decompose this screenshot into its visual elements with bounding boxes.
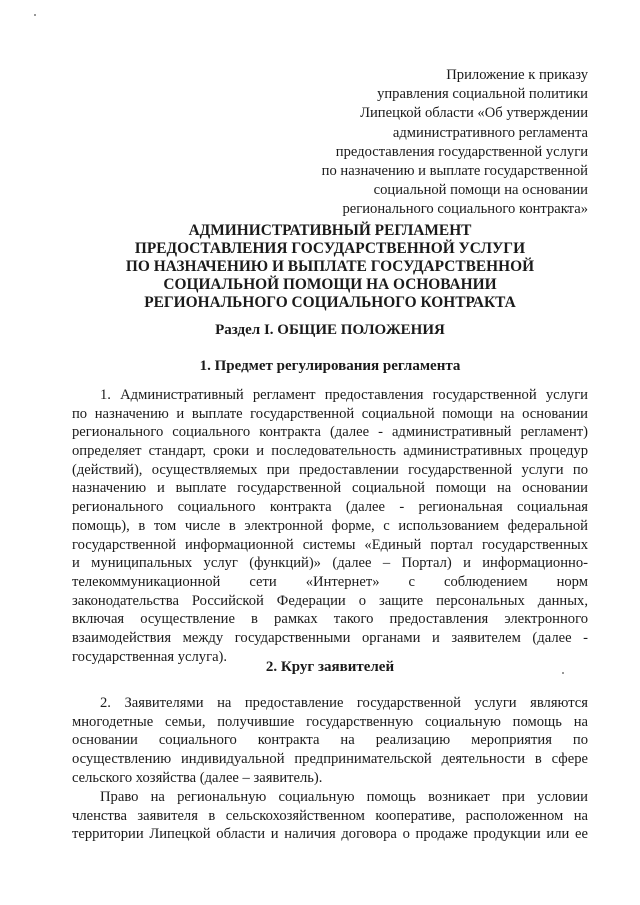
- paragraph-line: (действий), осуществляемых при предоставлении государственной услуги по: [72, 461, 588, 478]
- paragraph-line: регионального социального контракта (далее - административный регламент): [72, 424, 588, 441]
- paragraph-line: и муниципальных услуг (функций)» (далее – Портал) и информационно-: [72, 555, 588, 572]
- paragraph-line: включая осуществление в рамках такого предоставления электронного: [72, 611, 588, 628]
- subsection-2-heading: 2. Круг заявителей: [265, 659, 395, 675]
- appendix-line: социальной помощи на основании: [373, 182, 588, 199]
- paragraph-1: [72, 386, 588, 666]
- paragraph-line: сельского хозяйства (далее – заявитель).: [72, 769, 323, 786]
- paragraph-line: 1. Административный регламент предоставления государственной услуги: [100, 387, 588, 403]
- title-line: СОЦИАЛЬНОЙ ПОМОЩИ НА ОСНОВАНИИ: [163, 276, 497, 293]
- paragraph-line: государственной информационной системы «Единый портал государственных: [72, 536, 588, 553]
- paragraph-2: [72, 694, 588, 787]
- paragraph-line: законодательства Российской Федерации о защите персональных данных,: [72, 592, 588, 609]
- paragraph-line: членства заявителя в сельскохозяйственном кооперативе, расположенном на: [72, 807, 588, 824]
- title-line: АДМИНИСТРАТИВНЫЙ РЕГЛАМЕНТ: [188, 222, 472, 239]
- appendix-line: Приложение к приказу: [446, 67, 588, 83]
- paragraph-line: назначению и выплате государственной социальной помощи на основании: [72, 480, 588, 497]
- paragraph-line: определяет стандарт, сроки и последовательность административных процедур: [72, 443, 588, 460]
- appendix-line: административного регламента: [392, 124, 588, 141]
- paragraph-line: 2. Заявителями на предоставление государственной услуги являются: [100, 695, 588, 711]
- appendix-line: предоставления государственной услуги: [335, 143, 588, 160]
- section-heading: Раздел I. ОБЩИЕ ПОЛОЖЕНИЯ: [215, 322, 445, 338]
- title-line: РЕГИОНАЛЬНОГО СОЦИАЛЬНОГО КОНТРАКТА: [144, 294, 516, 311]
- paragraph-line: многодетные семьи, получившие государственную социальную помощь на: [72, 713, 588, 730]
- paragraph-line: государственная услуга).: [72, 648, 228, 665]
- paragraph-line: помощь), в том числе в электронной форме, с использованием федеральной: [72, 517, 588, 534]
- appendix-line: Липецкой области «Об утверждении: [360, 105, 588, 122]
- paragraph-line: Право на региональную социальную помощь возникает при условии: [100, 789, 588, 805]
- scan-speck: [34, 14, 36, 16]
- subsection-1-heading: 1. Предмет регулирования регламента: [199, 358, 461, 374]
- paragraph-line: регионального социального контракта (далее - региональная социальная: [72, 499, 588, 516]
- paragraph-line: основании социального контракта на реализацию мероприятия по: [72, 732, 588, 749]
- title-line: ПРЕДОСТАВЛЕНИЯ ГОСУДАРСТВЕННОЙ УСЛУГИ: [134, 240, 526, 257]
- paragraph-line: взаимодействия между государственными органами и заявителем (далее -: [72, 629, 588, 646]
- paragraph-line: телекоммуникационной сети «Интернет» с соблюдением норм: [72, 573, 588, 590]
- document-title: [60, 222, 600, 312]
- appendix-line: регионального социального контракта»: [342, 201, 588, 218]
- appendix-note: [288, 66, 588, 220]
- paragraph-line: по назначению и выплате государственной социальной помощи на основании: [72, 405, 588, 422]
- paragraph-line: осуществлению индивидуальной предпринимательской деятельности в сфере: [72, 751, 588, 768]
- paragraph-3: [72, 788, 588, 844]
- title-line: ПО НАЗНАЧЕНИЮ И ВЫПЛАТЕ ГОСУДАРСТВЕННОЙ: [125, 258, 535, 275]
- appendix-line: управления социальной политики: [377, 86, 588, 103]
- appendix-line: по назначению и выплате государственной: [321, 163, 588, 180]
- paragraph-line: территории Липецкой области и наличия договора о продаже продукции или ее: [72, 826, 588, 843]
